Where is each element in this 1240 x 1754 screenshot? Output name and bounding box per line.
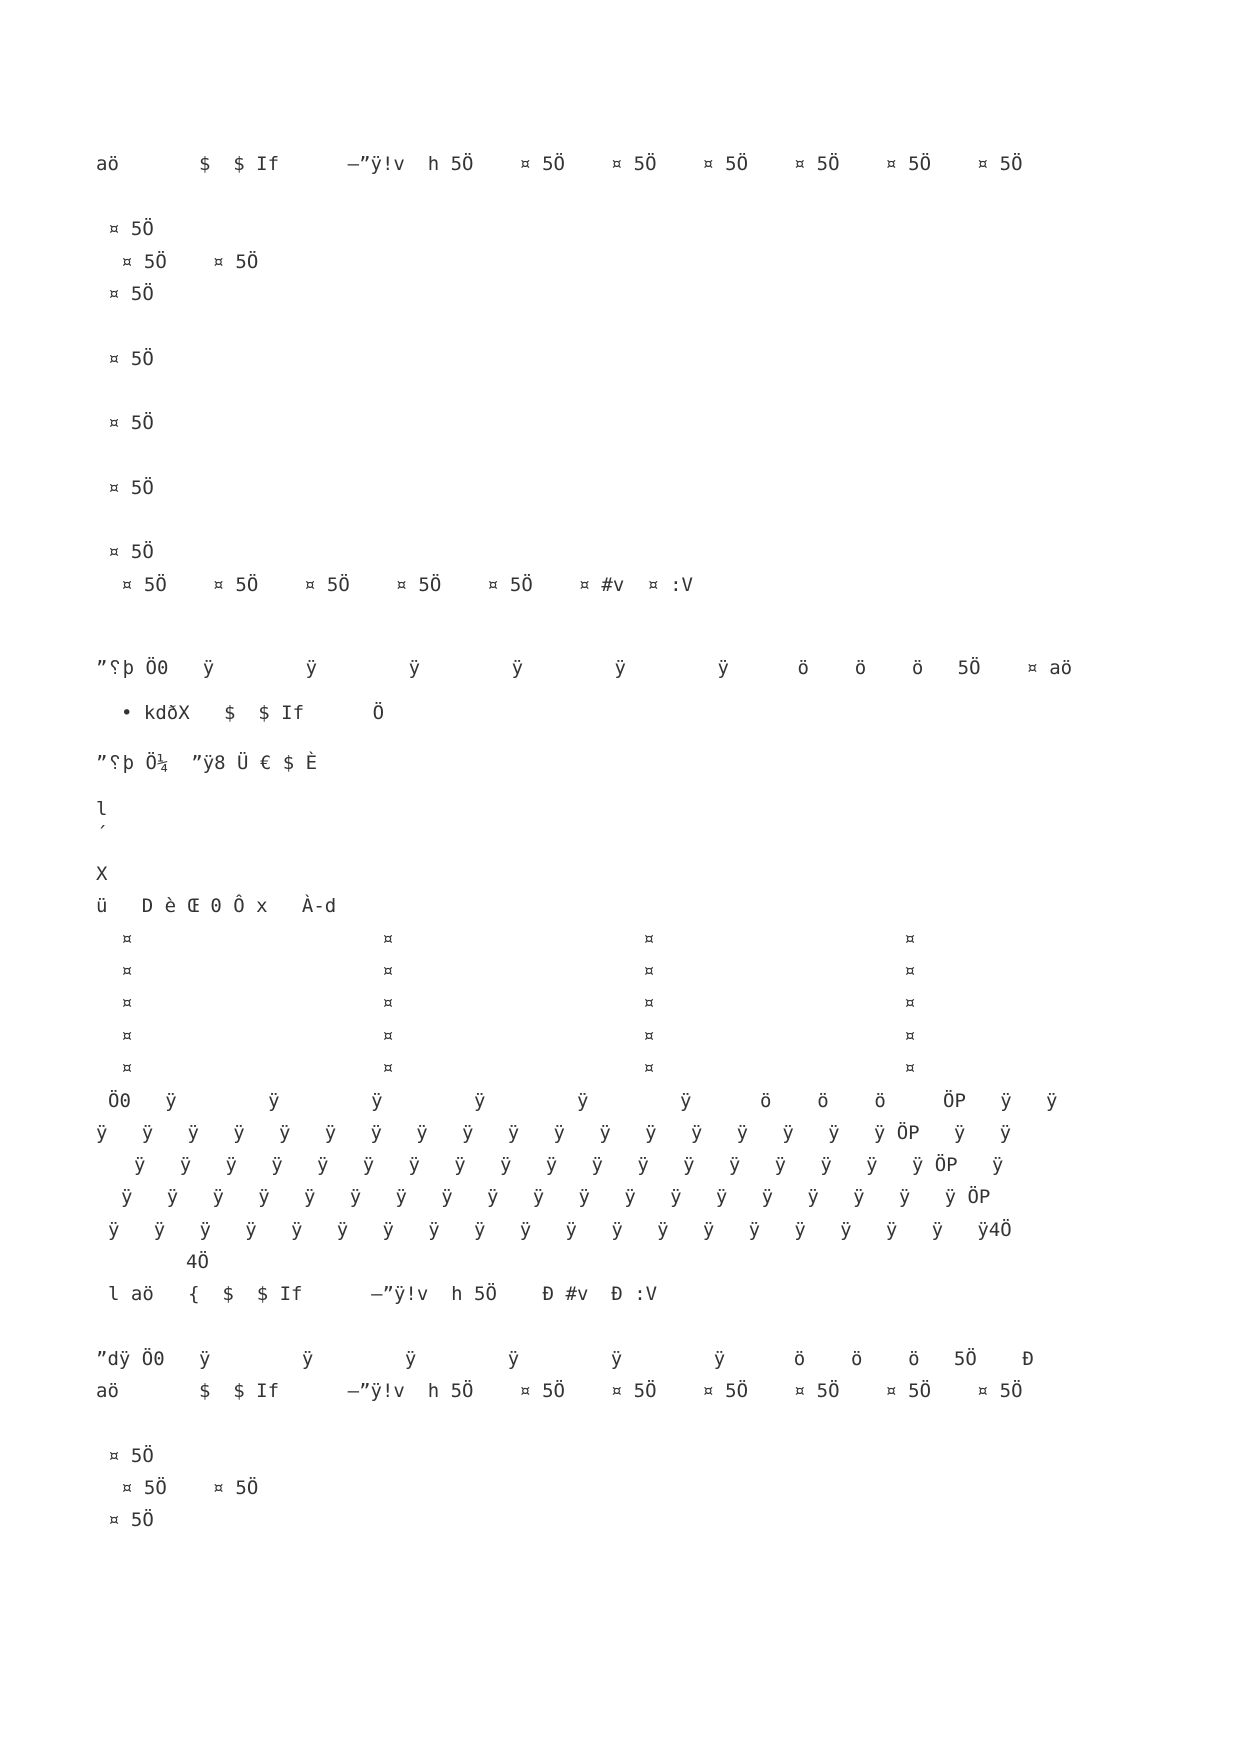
text-line: ¤ 5Ö ¤ 5Ö	[121, 1477, 259, 1499]
text-line: ¤	[643, 928, 655, 950]
text-line: ¤ 5Ö	[108, 1445, 154, 1467]
text-line: l	[96, 798, 108, 820]
text-line: ¤	[121, 960, 133, 982]
text-line: ¤ 5Ö	[108, 477, 154, 499]
text-line: ¤	[382, 1025, 394, 1047]
text-line: ü D è Œ 0 Ô x À-d	[96, 895, 337, 917]
text-line: ¤ 5Ö ¤ 5Ö	[121, 251, 259, 273]
text-line: aö $ $ If –”ÿ!v h 5Ö ¤ 5Ö ¤ 5Ö ¤ 5Ö ¤ 5Ö ¤ 5Ö ¤ 5Ö	[96, 1380, 1023, 1402]
text-line: ¤ 5Ö	[108, 283, 154, 305]
text-line: ¤ 5Ö	[108, 412, 154, 434]
text-line: ´	[96, 823, 108, 845]
text-line: ”dÿ Ö0 ÿ ÿ ÿ ÿ ÿ ÿ ö ö ö 5Ö Ð	[96, 1348, 1034, 1370]
text-line: ¤ 5Ö ¤ 5Ö ¤ 5Ö ¤ 5Ö ¤ 5Ö ¤ #v ¤ :V	[121, 574, 693, 596]
text-line: ÿ ÿ ÿ ÿ ÿ ÿ ÿ ÿ ÿ ÿ ÿ ÿ ÿ ÿ ÿ ÿ ÿ ÿ ÖP ÿ ÿ	[96, 1122, 1012, 1144]
text-line: ”␦þ Ö¼ ”ÿ8 Ü € $ È	[96, 752, 318, 774]
text-line: ÿ ÿ ÿ ÿ ÿ ÿ ÿ ÿ ÿ ÿ ÿ ÿ ÿ ÿ ÿ ÿ ÿ ÿ ÿ ÖP	[121, 1186, 991, 1208]
text-line: ¤	[382, 992, 394, 1014]
text-line: X	[96, 863, 108, 885]
text-line: ¤	[382, 960, 394, 982]
text-line: • kdðX $ $ If Ö	[121, 702, 385, 724]
text-line: aö $ $ If –”ÿ!v h 5Ö ¤ 5Ö ¤ 5Ö ¤ 5Ö ¤ 5Ö ¤ 5Ö ¤ 5Ö	[96, 153, 1023, 175]
text-line: ÿ ÿ ÿ ÿ ÿ ÿ ÿ ÿ ÿ ÿ ÿ ÿ ÿ ÿ ÿ ÿ ÿ ÿ ÖP ÿ	[134, 1154, 1004, 1176]
text-line: ¤	[904, 960, 916, 982]
text-line: ¤ 5Ö	[108, 348, 154, 370]
text-line: Ö0 ÿ ÿ ÿ ÿ ÿ ÿ ö ö ö ÖP ÿ ÿ	[108, 1090, 1058, 1112]
text-line: 4Ö	[186, 1251, 209, 1273]
text-line: ¤	[643, 1057, 655, 1079]
text-line: ¤	[904, 928, 916, 950]
text-line: ”␦þ Ö0 ÿ ÿ ÿ ÿ ÿ ÿ ö ö ö 5Ö ¤ aö	[96, 657, 1073, 679]
text-line: ÿ ÿ ÿ ÿ ÿ ÿ ÿ ÿ ÿ ÿ ÿ ÿ ÿ ÿ ÿ ÿ ÿ ÿ ÿ ÿ4Ö	[108, 1219, 1012, 1241]
text-line: ¤	[382, 928, 394, 950]
text-line: ¤	[904, 1057, 916, 1079]
text-line: ¤	[121, 928, 133, 950]
text-line: ¤	[643, 1025, 655, 1047]
text-line: ¤	[904, 992, 916, 1014]
text-line: ¤	[904, 1025, 916, 1047]
text-line: ¤	[643, 992, 655, 1014]
text-line: ¤	[121, 1057, 133, 1079]
text-line: ¤	[643, 960, 655, 982]
text-line: ¤ 5Ö	[108, 1509, 154, 1531]
text-line: l aö { $ $ If –”ÿ!v h 5Ö Ð #v Ð :V	[108, 1283, 658, 1305]
text-line: ¤	[121, 992, 133, 1014]
text-line: ¤	[382, 1057, 394, 1079]
text-line: ¤ 5Ö	[108, 218, 154, 240]
text-line: ¤ 5Ö	[108, 541, 154, 563]
text-line: ¤	[121, 1025, 133, 1047]
